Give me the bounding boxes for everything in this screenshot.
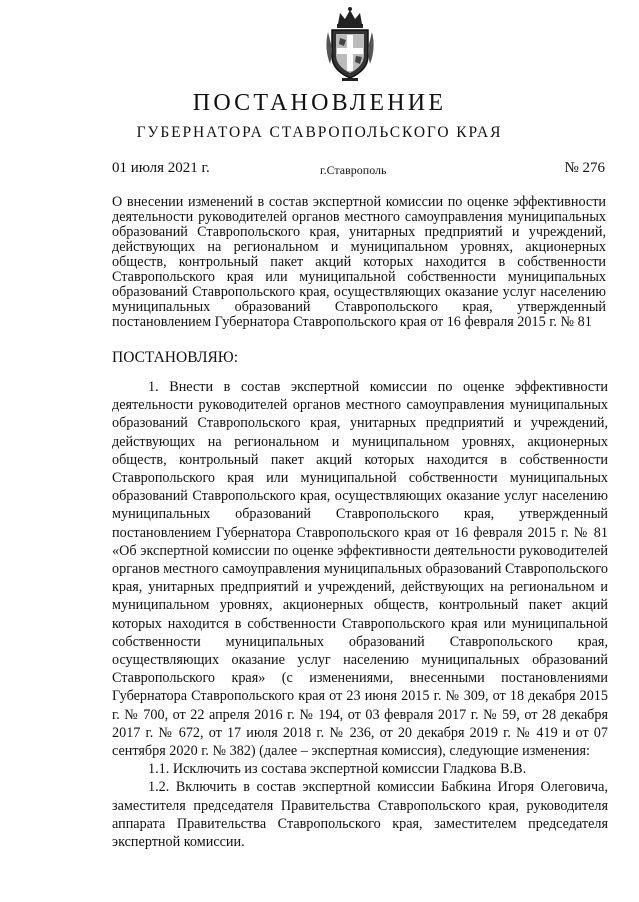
document-city: г.Ставрополь — [320, 163, 387, 177]
document-date: 01 июля 2021 г. — [112, 160, 210, 176]
document-title: ПОСТАНОВЛЕНИЕ — [192, 90, 447, 116]
document-number: № 276 — [564, 160, 605, 176]
document-subtitle: ГУБЕРНАТОРА СТАВРОПОЛЬСКОГО КРАЯ — [136, 124, 503, 141]
paragraph: 1.1. Исключить из состава экспертной комиссии Гладкова В.В. — [148, 761, 527, 778]
coat-of-arms-icon — [322, 4, 378, 84]
document-subject: О внесении изменений в состав экспертной комиссии по оценке эффективности деятельности руководителей органов местного самоуправления муниципальных образований Ставропольского края, унитарных предприятий и учреждений, действующих на региональном и муниципальном уровнях, акционерных обществ, контрольный пакет акций которых находится в собственности Ставропольского края или муниципальной собственности муниципальных образований Ставропольского края, осуществляющих оказание услуг населению муниципальных образований Ставропольского края, утвержденный постановлением Губернатора Ставропольского края от 16 февраля 2015 г. № 81 — [112, 194, 606, 330]
decree-word: ПОСТАНОВЛЯЮ: — [112, 349, 239, 366]
document-body — [112, 378, 608, 851]
paragraph: 1. Внести в состав экспертной комиссии по оценке эффективности деятельности руководителей органов местного самоуправления муниципальных образований Ставропольского края, унитарных предприятий и учреждений, действующих на региональном и муниципальном уровнях, акционерных обществ, контрольный пакет акций которых находится в собственности Ставропольского края или муниципальной собственности муниципальных образований Ставропольского края, осуществляющих оказание услуг населению муниципальных образований Ставропольского края, утвержденный постановлением Губернатора Ставропольского края от 16 февраля 2015 г. № 81 «Об экспертной комиссии по оценке эффективности деятельности руководителей органов местного самоуправления муниципальных образований Ставропольского края, унитарных предприятий и учреждений, действующих на региональном и муниципальном уровнях, акционерных обществ, контрольный пакет акций которых находится в собственности Ставропольского края или муниципальной собственности муниципальных образований Ставропольского края, осуществляющих оказание услуг населению муниципальных образований Ставропольского края» (с изменениями, внесенными постановлениями Губернатора Ставропольского края от 23 июня 2015 г. № 309, от 18 декабря 2015 г. № 700, от 22 апреля 2016 г. № 194, от 03 февраля 2017 г. № 59, от 28 декабря 2017 г. № 672, от 17 июля 2018 г. № 236, от 20 декабря 2019 г. № 419 и от 07 сентября 2020 г. № 382) (далее – экспертная комиссия), следующие изменения: — [112, 379, 608, 760]
paragraph: 1.2. Включить в состав экспертной комиссии Бабкина Игоря Олеговича, заместителя председателя Правительства Ставропольского края, руководителя аппарата Правительства Ставропольского края, заместителем председателя экспертной комиссии. — [112, 779, 608, 851]
